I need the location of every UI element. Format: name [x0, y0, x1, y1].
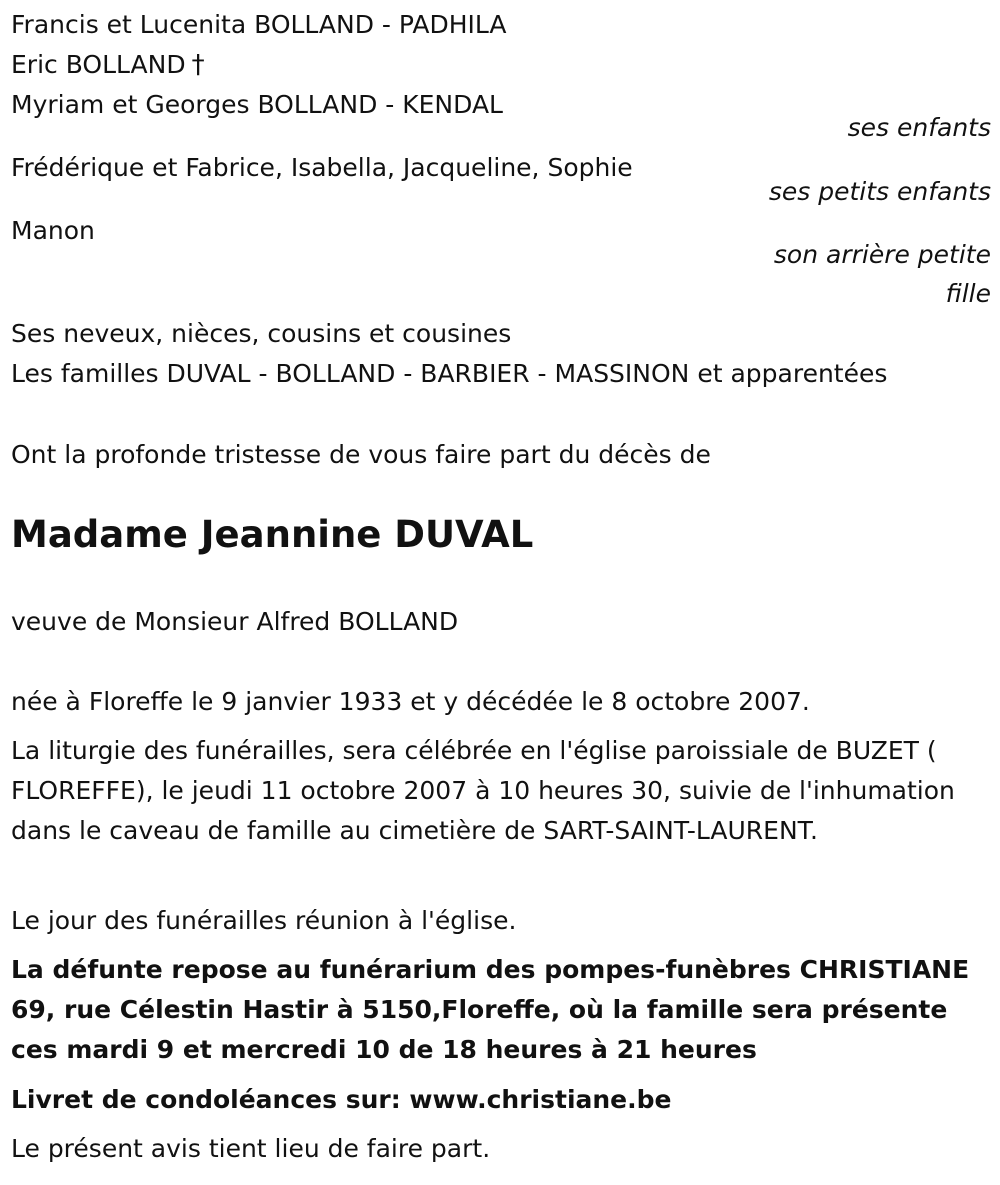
great-grandchild-label-1: son arrière petite	[773, 240, 991, 269]
deceased-name: Madame Jeannine DUVAL	[11, 513, 534, 556]
family-line-1: Francis et Lucenita BOLLAND - PADHILA	[11, 10, 507, 39]
family-line-2	[11, 45, 205, 85]
cross-icon: †	[191, 50, 205, 80]
grandchildren-line: Frédérique et Fabrice, Isabella, Jacqueline, Sophie	[11, 153, 633, 182]
birth-death-line: née à Floreffe le 9 janvier 1933 et y décédée le 8 octobre 2007.	[11, 687, 810, 716]
family-line-2-text: Eric BOLLAND	[11, 50, 186, 79]
families-line: Les familles DUVAL - BOLLAND - BARBIER - MASSINON et apparentées	[11, 359, 888, 388]
children-label: ses enfants	[847, 113, 991, 142]
intro-line: Ont la profonde tristesse de vous faire part du décès de	[11, 440, 711, 469]
great-grandchild-line: Manon	[11, 216, 95, 245]
gathering-line: Le jour des funérailles réunion à l'église.	[11, 906, 517, 935]
funeral-home-paragraph: La défunte repose au funérarium des pompes-funèbres CHRISTIANE 69, rue Célestin Hastir à 5150,Floreffe, où la famille sera présente ces mardi 9 et mercredi 10 de 18 heures à 21 heures	[11, 955, 970, 1064]
widow-of-line: veuve de Monsieur Alfred BOLLAND	[11, 607, 459, 636]
grandchildren-label: ses petits enfants	[768, 177, 991, 206]
liturgy-paragraph: La liturgie des funérailles, sera célébrée en l'église paroissiale de BUZET ( FLOREFFE), le jeudi 11 octobre 2007 à 10 heures 30, suivie de l'inhumation dans le caveau de famille au cimetière de SART-SAINT-LAURENT.	[11, 736, 955, 845]
condolences-line: Livret de condoléances sur: www.christiane.be	[11, 1085, 672, 1114]
family-line-3: Myriam et Georges BOLLAND - KENDAL	[11, 90, 503, 119]
relatives-line: Ses neveux, nièces, cousins et cousines	[11, 319, 512, 348]
closing-line: Le présent avis tient lieu de faire part.	[11, 1134, 491, 1163]
great-grandchild-label-2: fille	[945, 279, 991, 308]
